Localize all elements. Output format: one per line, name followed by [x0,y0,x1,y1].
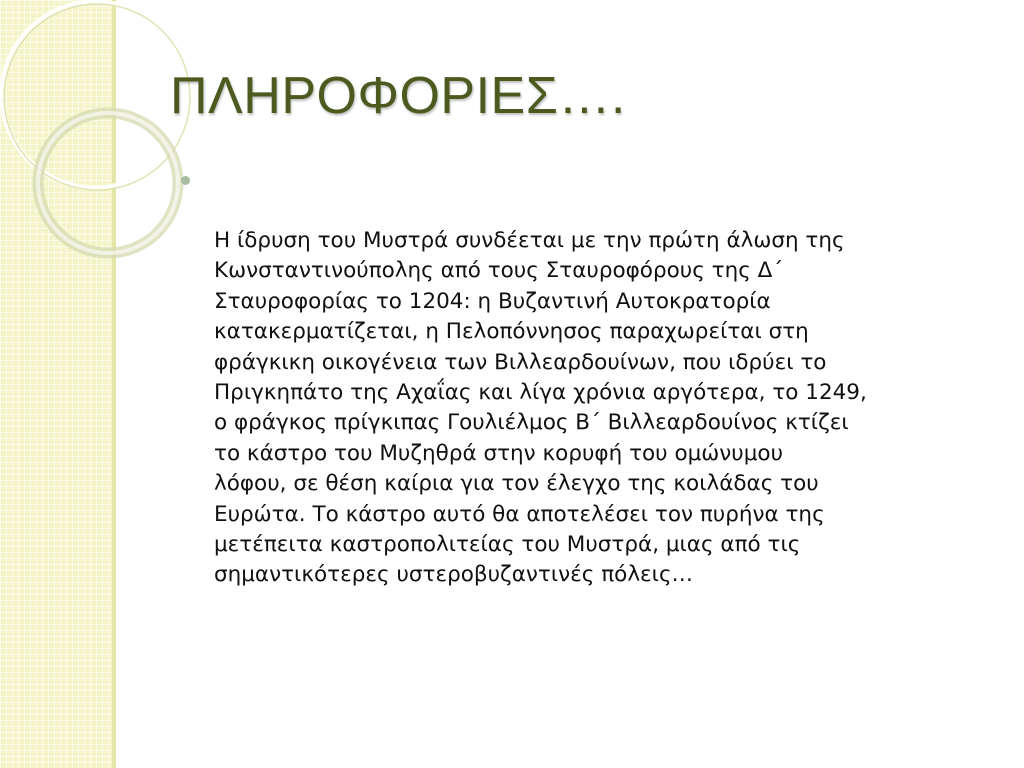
body-line: Ευρώτα. Το κάστρο αυτό θα αποτελέσει τον πυρήνα της [214,501,825,527]
body-line: το κάστρο του Μυζηθρά στην κορυφή του ομώνυμου [214,440,784,466]
body-line: Κωνσταντινούπολης από τους Σταυροφόρους της Δ΄ [214,258,784,284]
bullet-dot [181,176,190,185]
decorative-circle-large [2,2,188,188]
body-line: σημαντικότερες υστεροβυζαντινές πόλεις… [214,562,694,588]
body-line: Η ίδρυση του Μυστρά συνδέεται με την πρώτη άλωση της [214,228,845,253]
body-line: μετέπειτα καστροπολιτείας του Μυστρά, μιας από τις [214,532,801,558]
body-line: ο φράγκος πρίγκιπας Γουλιέλμος Β΄ Βιλλεαρδουίνος κτίζει [214,410,849,436]
slide-title: ΠΛΗΡΟΦΟΡΙΕΣ…. [170,67,626,125]
body-paragraph [214,226,1004,591]
body-line: κατακερματίζεται, η Πελοπόννησος παραχωρείται στη [214,319,809,345]
decorative-circles [0,0,200,300]
body-line: Πριγκηπάτο της Αχαΐας και λίγα χρόνια αργότερα, το 1249, [214,380,867,406]
body-line: λόφου, σε θέση καίρια για τον έλεγχο της κοιλάδας του [214,471,819,497]
body-line: φράγκικη οικογένεια των Βιλλεαρδουίνων, που ιδρύει το [214,349,827,375]
body-line: Σταυροφορίας το 1204: η Βυζαντινή Αυτοκρατορία [214,288,771,314]
